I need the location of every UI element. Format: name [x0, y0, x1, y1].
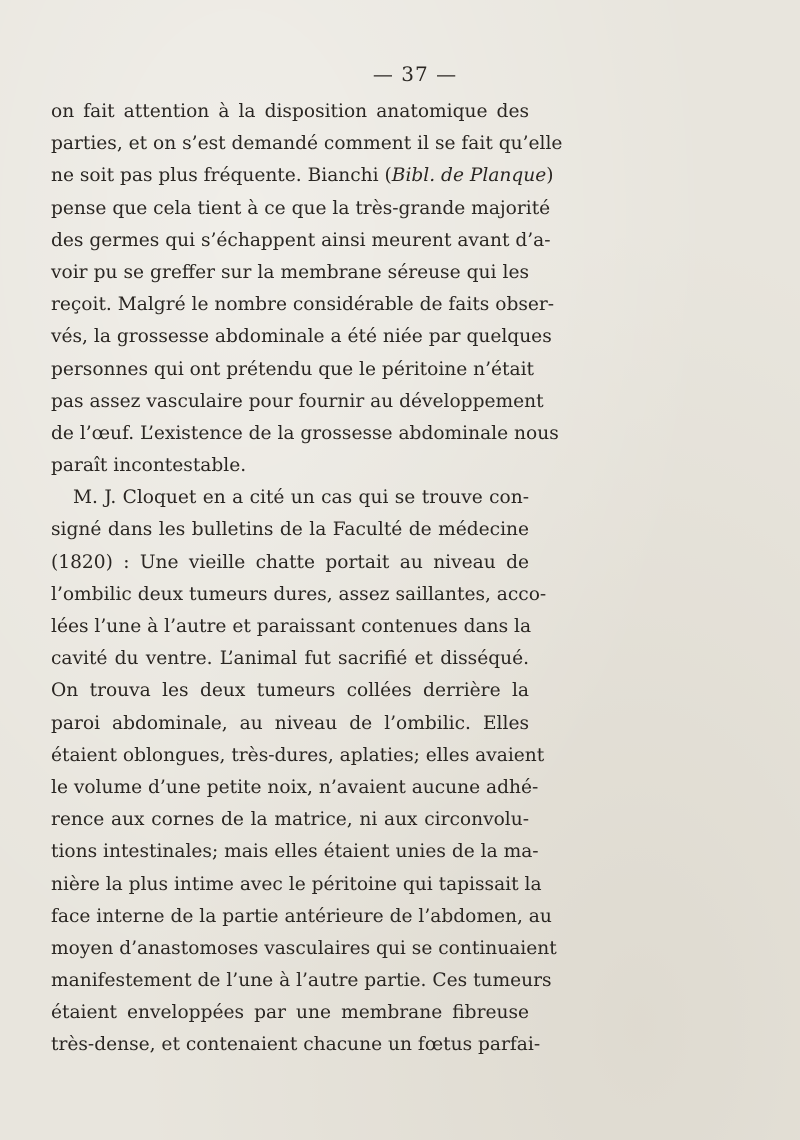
- text-line: étaient enveloppées par une membrane fibreuse: [51, 1002, 529, 1024]
- text-line: rence aux cornes de la matrice, ni aux circonvolu-: [51, 809, 529, 831]
- text-line: étaient oblongues, très-dures, aplaties; elles avaient: [51, 744, 545, 766]
- text-line: on fait attention à la disposition anatomique des: [51, 101, 529, 122]
- text-line: manifestement de l’une à l’autre partie. Ces tumeurs: [51, 970, 552, 992]
- text-line: pense que cela tient à ce que la très-grande majorité: [51, 197, 551, 219]
- paragraph-start-line: M. J. Cloquet en a cité un cas qui se trouve con-: [73, 487, 529, 509]
- text-line: l’ombilic deux tumeurs dures, assez saillantes, acco-: [51, 583, 547, 605]
- text-line: lées l’une à l’autre et paraissant contenues dans la: [51, 616, 532, 637]
- citation-italic: Bibl. de Planque: [391, 165, 547, 187]
- text-line: face interne de la partie antérieure de l’abdomen, au: [51, 905, 552, 927]
- text-line: de l’œuf. L’existence de la grossesse abdominale nous: [51, 422, 559, 444]
- text-line: cavité du ventre. L’animal fut sacrifié et disséqué.: [51, 648, 529, 670]
- text-line: pas assez vasculaire pour fournir au développement: [51, 390, 544, 412]
- text-line: paroi abdominale, au niveau de l’ombilic. Elles: [51, 712, 529, 734]
- body-text: [51, 96, 563, 1062]
- text-line: tions intestinales; mais elles étaient unies de la ma-: [51, 841, 539, 863]
- text-line: (1820) : Une vieille chatte portait au niveau de: [51, 551, 529, 573]
- text-line: vés, la grossesse abdominale a été niée par quelques: [51, 326, 552, 348]
- text-line: parties, et on s’est demandé comment il se fait qu’elle: [51, 133, 563, 155]
- text-line: très-dense, et contenaient chacune un fœtus parfai-: [51, 1034, 541, 1056]
- text-line: le volume d’une petite noix, n’avaient aucune adhé-: [51, 776, 539, 798]
- text-line: moyen d’anastomoses vasculaires qui se continuaient: [51, 937, 557, 959]
- page-number: — 37 —: [372, 62, 458, 86]
- text-line: On trouva les deux tumeurs collées derrière la: [51, 680, 529, 702]
- text-segment: ne soit pas plus fréquente. Bianchi (: [51, 165, 392, 187]
- text-segment: ): [546, 165, 554, 187]
- text-line: des germes qui s’échappent ainsi meurent avant d’a-: [51, 229, 551, 251]
- paragraph-end-line: paraît incontestable.: [51, 455, 247, 477]
- text-line: signé dans les bulletins de la Faculté de médecine: [51, 519, 529, 541]
- text-line: voir pu se greffer sur la membrane séreuse qui les: [51, 261, 529, 283]
- text-line-with-citation: [51, 160, 554, 192]
- text-line: nière la plus intime avec le péritoine qui tapissait la: [51, 873, 542, 895]
- text-line: reçoit. Malgré le nombre considérable de faits obser-: [51, 294, 555, 316]
- text-line: personnes qui ont prétendu que le péritoine n’était: [51, 358, 535, 380]
